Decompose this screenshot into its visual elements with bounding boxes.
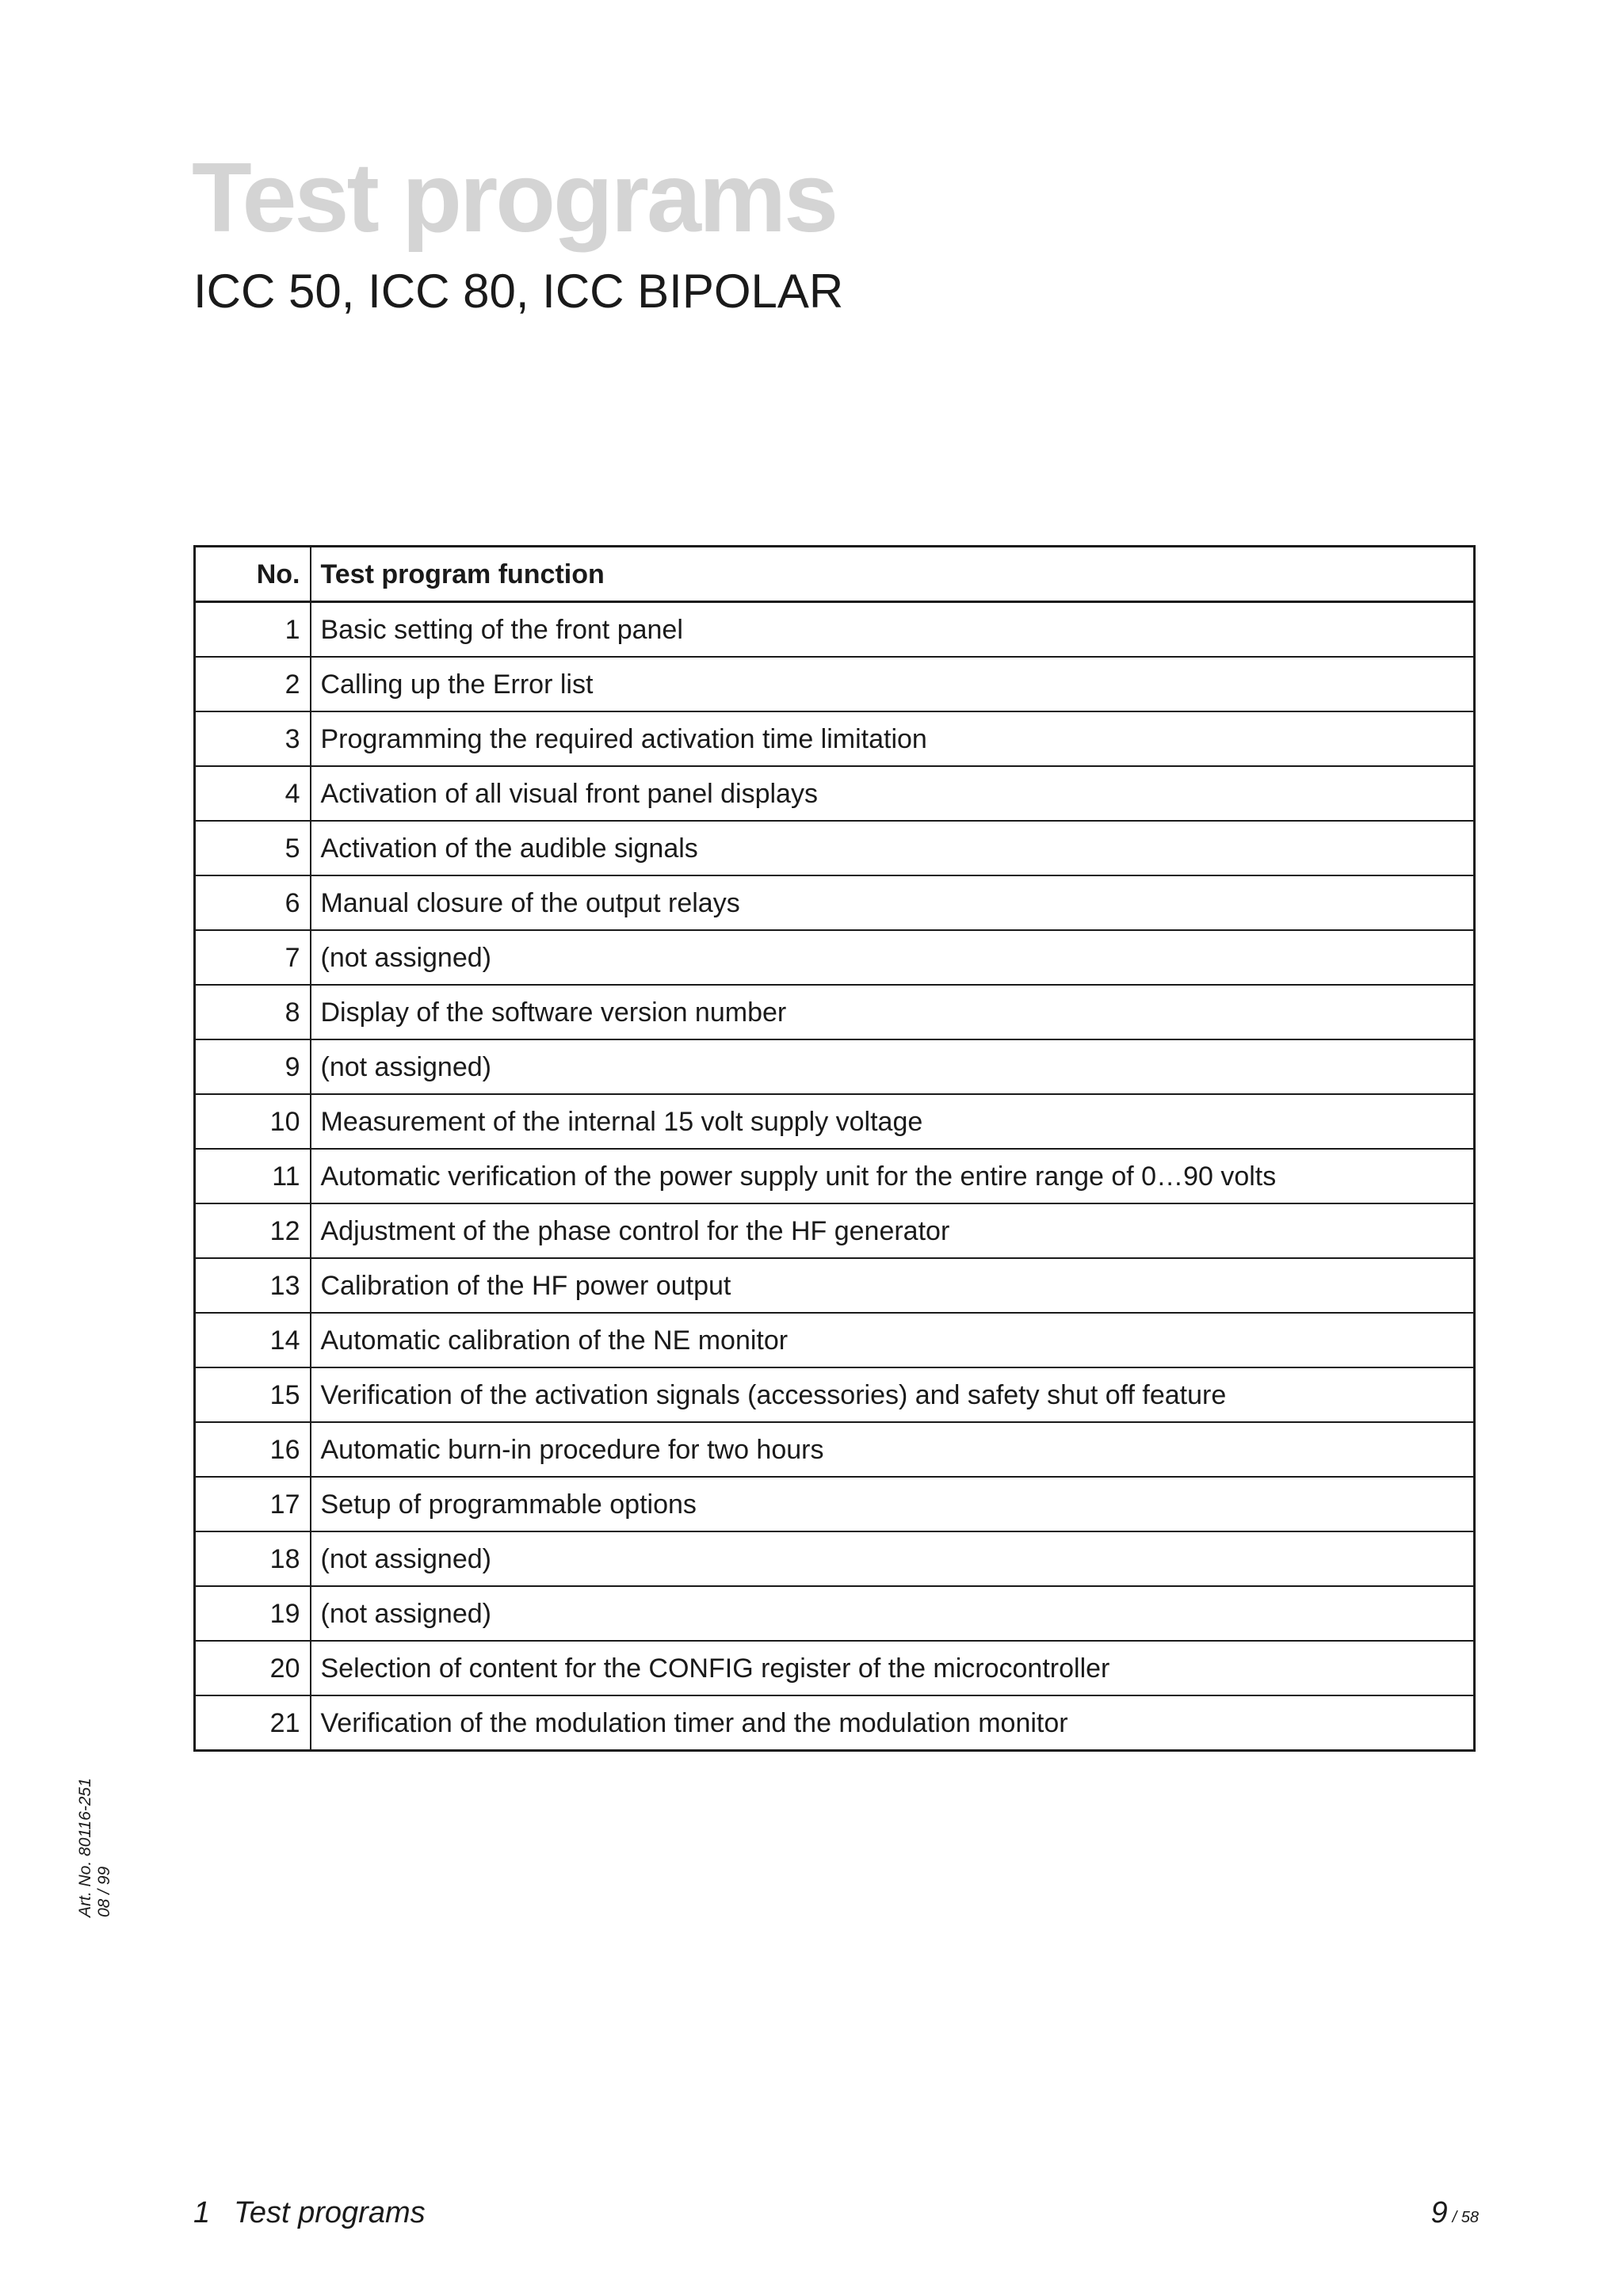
row-function: Calibration of the HF power output: [311, 1258, 1475, 1313]
footer-section-number: 1: [193, 2196, 211, 2229]
table-row: [195, 1367, 1475, 1422]
table-row: [195, 1313, 1475, 1367]
row-number: 19: [195, 1586, 311, 1641]
column-header-function: Test program function: [311, 547, 1475, 602]
table-row: [195, 1586, 1475, 1641]
row-function: Display of the software version number: [311, 985, 1475, 1039]
row-number: 4: [195, 766, 311, 821]
row-function: (not assigned): [311, 1039, 1475, 1094]
table-row: [195, 657, 1475, 711]
row-function: Verification of the activation signals (accessories) and safety shut off feature: [311, 1367, 1475, 1422]
table-row: [195, 1641, 1475, 1695]
table-header-row: [195, 547, 1475, 602]
table-row: [195, 930, 1475, 985]
table-row: [195, 1149, 1475, 1203]
row-number: 3: [195, 711, 311, 766]
issue-date: 08 / 99: [95, 1866, 114, 1917]
row-function: Basic setting of the front panel: [311, 602, 1475, 658]
row-function: Automatic burn-in procedure for two hours: [311, 1422, 1475, 1477]
row-function: Manual closure of the output relays: [311, 875, 1475, 930]
row-function: Measurement of the internal 15 volt supply voltage: [311, 1094, 1475, 1149]
row-number: 12: [195, 1203, 311, 1258]
row-number: 18: [195, 1531, 311, 1586]
row-number: 9: [195, 1039, 311, 1094]
page-total: / 58: [1452, 2209, 1479, 2226]
row-function: Calling up the Error list: [311, 657, 1475, 711]
table-row: [195, 1422, 1475, 1477]
page-title: Test programs: [192, 143, 837, 253]
row-number: 21: [195, 1695, 311, 1751]
table-row: [195, 1094, 1475, 1149]
row-function: Automatic calibration of the NE monitor: [311, 1313, 1475, 1367]
row-number: 5: [195, 821, 311, 875]
page-number: 9: [1430, 2196, 1448, 2229]
row-number: 14: [195, 1313, 311, 1367]
row-number: 15: [195, 1367, 311, 1422]
row-function: Setup of programmable options: [311, 1477, 1475, 1531]
table-row: [195, 1531, 1475, 1586]
row-function: Adjustment of the phase control for the HF generator: [311, 1203, 1475, 1258]
row-function: Programming the required activation time limitation: [311, 711, 1475, 766]
article-number-note: [76, 1759, 114, 1917]
table-row: [195, 602, 1475, 658]
row-number: 13: [195, 1258, 311, 1313]
row-number: 2: [195, 657, 311, 711]
test-program-table: [193, 545, 1476, 1752]
row-number: 11: [195, 1149, 311, 1203]
table-row: [195, 1203, 1475, 1258]
row-number: 6: [195, 875, 311, 930]
row-number: 17: [195, 1477, 311, 1531]
footer-section-title: Test programs: [234, 2196, 426, 2229]
row-function: (not assigned): [311, 930, 1475, 985]
row-number: 1: [195, 602, 311, 658]
page-subtitle: ICC 50, ICC 80, ICC BIPOLAR: [193, 265, 844, 318]
table-row: [195, 1477, 1475, 1531]
row-number: 10: [195, 1094, 311, 1149]
table-row: [195, 766, 1475, 821]
table-row: [195, 821, 1475, 875]
row-number: 20: [195, 1641, 311, 1695]
table-row: [195, 1258, 1475, 1313]
table-row: [195, 1039, 1475, 1094]
article-number: Art. No. 80116-251: [76, 1778, 94, 1917]
table-row: [195, 711, 1475, 766]
row-function: (not assigned): [311, 1586, 1475, 1641]
column-header-no: No.: [195, 547, 311, 602]
footer-section: [193, 2196, 426, 2230]
row-number: 16: [195, 1422, 311, 1477]
table-row: [195, 875, 1475, 930]
table-row: [195, 985, 1475, 1039]
footer-page-number: [1431, 2196, 1480, 2230]
row-function: Activation of all visual front panel displays: [311, 766, 1475, 821]
row-function: Verification of the modulation timer and the modulation monitor: [311, 1695, 1475, 1751]
row-function: Activation of the audible signals: [311, 821, 1475, 875]
row-number: 8: [195, 985, 311, 1039]
table-row: [195, 1695, 1475, 1751]
row-function: Selection of content for the CONFIG register of the microcontroller: [311, 1641, 1475, 1695]
row-function: (not assigned): [311, 1531, 1475, 1586]
row-function: Automatic verification of the power supply unit for the entire range of 0…90 volts: [311, 1149, 1475, 1203]
row-number: 7: [195, 930, 311, 985]
